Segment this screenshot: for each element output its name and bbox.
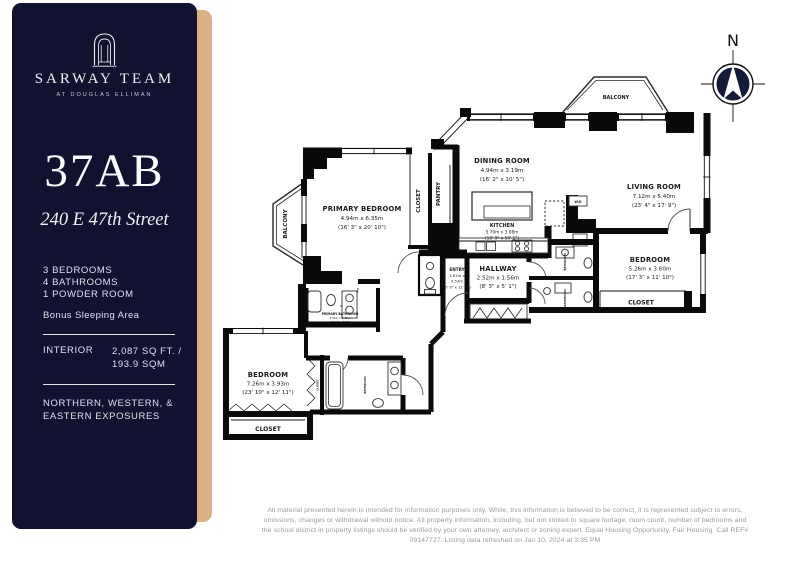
exposures-line2: EASTERN EXPOSURES: [43, 411, 160, 422]
entry-metric2: 3.53m: [450, 278, 464, 284]
toilet-icon: [426, 277, 435, 288]
bedroom-east-name: BEDROOM: [629, 256, 671, 264]
primary-metric: 4.94m x 6.35m: [340, 216, 384, 222]
dining-metric: 4.94m x 3.19m: [480, 168, 524, 174]
fact-bedrooms: 3 BEDROOMS: [43, 265, 113, 276]
property-address: 240 E 47th Street: [40, 210, 169, 230]
entry-metric1: 1.61m x: [449, 273, 465, 278]
kitchen-imperial: (18' 9" x 10' 1"): [484, 236, 520, 242]
sink-icon: [544, 288, 551, 295]
living-imperial: (23' 4" x 17' 9"): [631, 203, 677, 209]
entry-imperial: (5' 3" x 11' 7"): [443, 284, 471, 290]
sink-icon: [346, 294, 354, 302]
walls-hallway-entry: [398, 250, 546, 332]
dining-name: DINING ROOM: [474, 157, 530, 165]
closet-rail-label: CLOSET: [416, 189, 422, 213]
door-arc: [403, 375, 423, 395]
door-arc: [398, 252, 419, 273]
balcony-top: [563, 77, 668, 112]
brand-subtitle: AT DOUGLAS ELLIMAN: [56, 92, 153, 98]
primary-name: PRIMARY BEDROOM: [322, 205, 402, 213]
bedroom-west-imperial: (23' 10" x 12' 11"): [242, 390, 294, 396]
bedroom-west-metric: 7.26m x 3.93m: [246, 381, 290, 388]
door-arc: [668, 209, 690, 231]
bathroom1-label: BATHROOM: [563, 253, 567, 271]
pantry-label: PANTRY: [436, 181, 442, 207]
toilet-icon: [373, 399, 384, 408]
interior-sqft: 2,087 SQ FT. /: [112, 346, 182, 357]
closet-west-label: CLOSET: [255, 426, 281, 433]
closet-small-label: CLOSET: [315, 379, 320, 391]
fact-powder-room: 1 POWDER ROOM: [43, 289, 134, 300]
primary-bath-imperial: (9' 10" x 7' 7"): [329, 320, 351, 324]
primary-bath-name: PRIMARY BATHROOM: [321, 312, 359, 316]
washer-dryer-outline: [545, 201, 564, 226]
kitchen-metric: 5.70m x 3.08m: [485, 230, 519, 236]
balcony-left-label: BALCONY: [283, 209, 289, 239]
disclaimer-line4: 09147727. Listing data refreshed on Jan 10, 2024 at 3:35 PM: [409, 537, 601, 544]
kitchen-name: KITCHEN: [489, 223, 515, 229]
hallway-metric: 2.52m x 1.56m: [476, 275, 520, 282]
sink-icon: [426, 262, 433, 269]
toilet-icon: [327, 294, 336, 305]
disclaimer: [222, 506, 788, 546]
primary-bath-metric: 3.01m x 2.33m: [329, 316, 351, 320]
powder-room: [419, 255, 445, 295]
bedroom-east-imperial: (17' 3" x 11' 10"): [626, 275, 674, 281]
hallway-name: HALLWAY: [479, 265, 517, 273]
interior-label: INTERIOR: [43, 345, 94, 356]
disclaimer-line1: All material presented herein is intended for information purposes only. While, this information is believed to be correct, it is represented subject to errors,: [267, 507, 743, 514]
interior-sqm: 193.9 SQM: [112, 359, 166, 370]
living-metric: 7.12m x 5.40m: [632, 194, 676, 200]
bathroom-west-label: BATHROOM: [363, 376, 367, 394]
disclaimer-line3: the school district in property listings should be verified by your own attorney, architect or zoning expert. Equal Housing Opportunity. Fair Housing. Call REF#: [261, 527, 749, 534]
wd-label: W/D: [574, 200, 582, 205]
closet-east-label: CLOSET: [628, 299, 654, 307]
shower-icon: [308, 291, 321, 312]
balcony-top-label: BALCONY: [602, 95, 630, 101]
toilet-icon: [584, 292, 592, 302]
disclaimer-line2: omissions, changes or withdrawal without notice. All property information, including, but not limited to square footage, room count, number of bedrooms and: [263, 517, 747, 524]
dining-imperial: (16' 2" x 10' 5"): [479, 177, 525, 183]
exposures-line1: NORTHERN, WESTERN, &: [43, 398, 174, 409]
bathroom2-label: BATHROOM: [563, 289, 567, 307]
balcony-left: [273, 183, 303, 265]
entry-name: ENTRY: [449, 267, 465, 272]
sink-icon: [391, 367, 399, 375]
bedroom-east-metric: 5.26m x 3.60m: [628, 266, 672, 273]
hallway-imperial: (8' 3" x 5' 1"): [479, 284, 517, 290]
walls-primary-bathroom: [303, 288, 378, 332]
brand-name: SARWAY TEAM: [34, 71, 175, 87]
powder-room-label: POWDER ROOM: [441, 262, 446, 286]
bedroom-west-name: BEDROOM: [247, 371, 289, 379]
primary-imperial: (16' 3" x 20' 10"): [338, 225, 386, 231]
living-name: LIVING ROOM: [626, 183, 682, 191]
bonus-note: Bonus Sleeping Area: [43, 310, 140, 321]
sink-icon: [391, 381, 399, 389]
fact-bathrooms: 4 BATHROOMS: [43, 277, 119, 288]
compass-north-label: N: [727, 31, 739, 50]
unit-number: 37AB: [44, 145, 165, 197]
toilet-icon: [584, 258, 592, 268]
compass-rose: [701, 31, 765, 122]
